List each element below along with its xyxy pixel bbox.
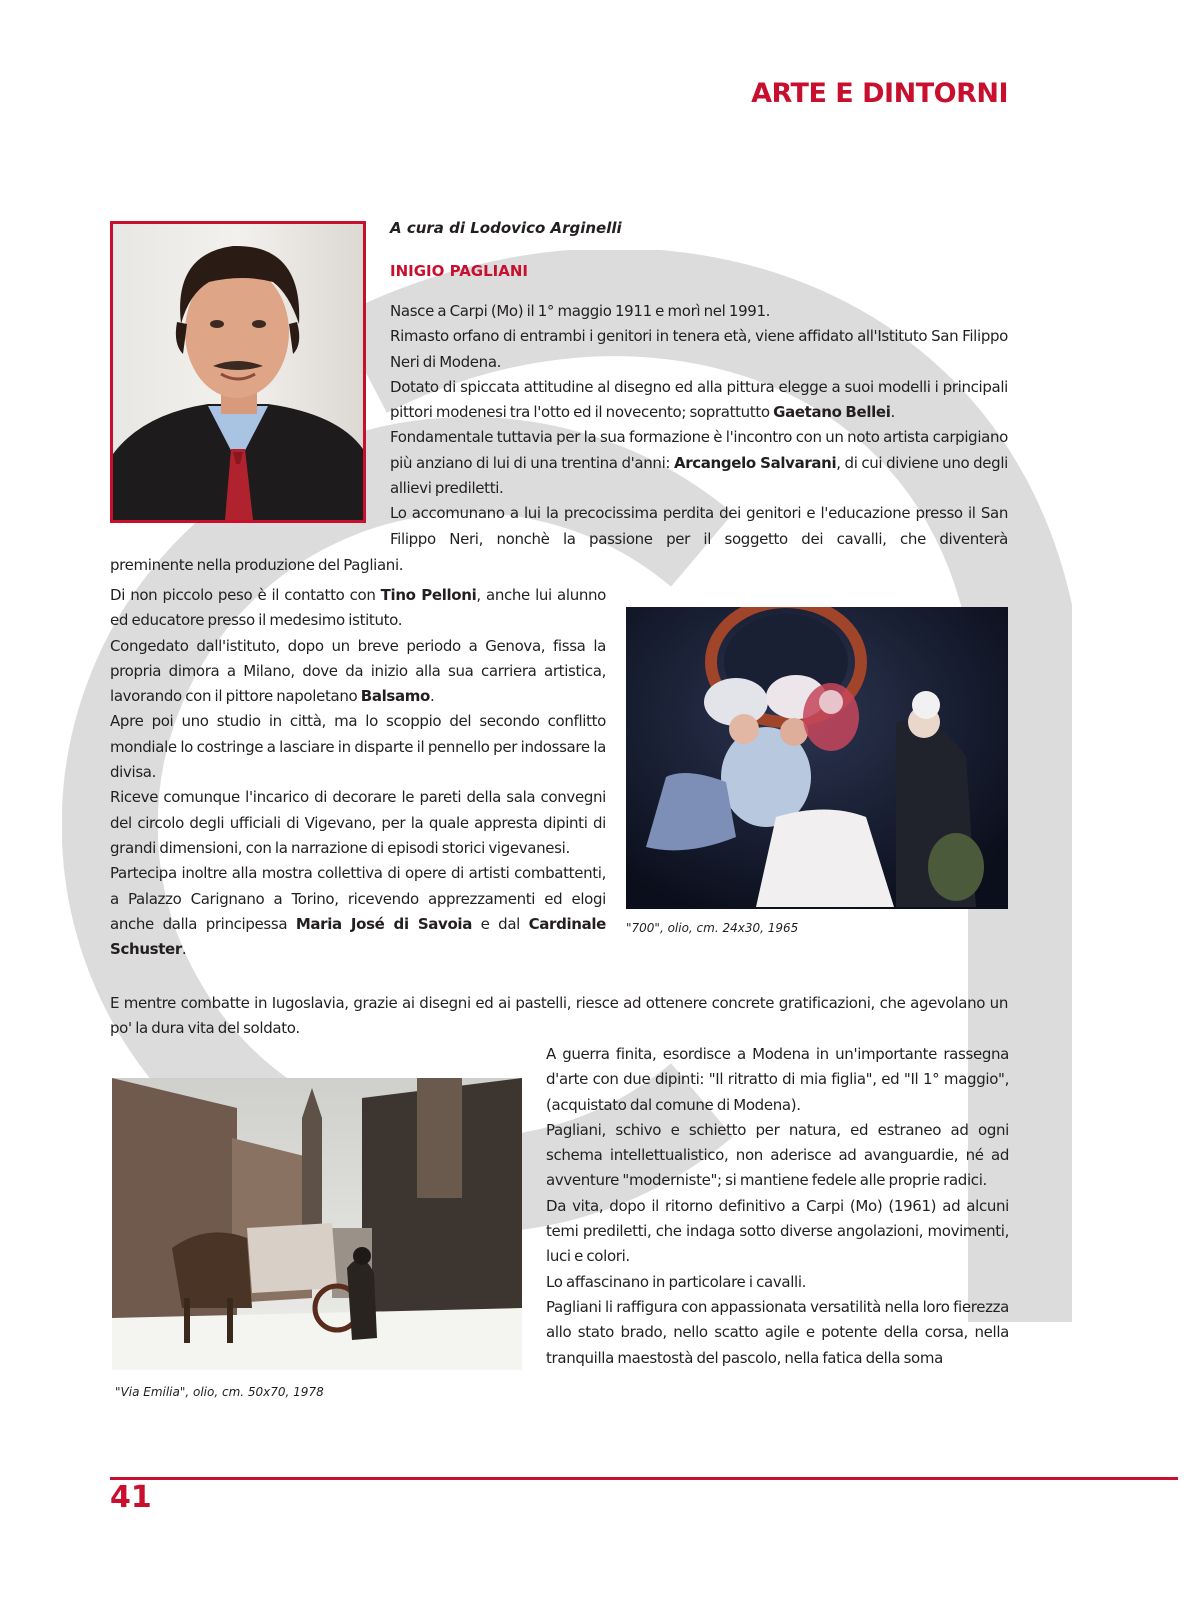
paragraph: Dotato di spiccata attitudine al disegno ed alla pittura elegge a suoi modelli i principali pittori modenesi tra l'otto ed il novecento; soprattutto Gaetano Bellei. xyxy=(390,377,1008,422)
paragraph: A guerra finita, esordisce a Modena in un'importante rassegna d'arte con due dipinti: "Il ritratto di mia figlia", ed "Il 1° maggio", (acquistato dal comune di Modena). xyxy=(546,1045,1009,1114)
footer-divider xyxy=(110,1477,1178,1480)
paragraph: Pagliani, schivo e schietto per natura, ed estraneo ad ogni schema intellettualistico, non aderisce ad avanguardie, né ad avventure "moderniste"; si mantiene fedele alle proprie radici. xyxy=(546,1120,1009,1190)
paragraph: Lo accomunano a lui la precocissima perdita dei genitori e l'educazione presso il San Filippo Neri, nonchè la passione per il soggetto dei cavalli, che diventerà xyxy=(390,504,1008,548)
painting-via-emilia-caption: "Via Emilia", olio, cm. 50x70, 1978 xyxy=(115,1385,324,1399)
paragraph: Apre poi uno studio in città, ma lo scoppio del secondo conflitto mondiale lo costringe a lasciare in disparte il pennello per indossare la divisa. xyxy=(110,712,606,782)
paragraph: Congedato dall'istituto, dopo un breve periodo a Genova, fissa la propria dimora a Milano, dove da inizio alla sua carriera artistica, lavorando con il pittore napoletano Balsamo. xyxy=(110,636,606,706)
paragraph: Di non piccolo peso è il contatto con Tino Pelloni, anche lui alunno ed educatore presso il medesimo istituto. xyxy=(110,586,607,630)
section-title: ARTE E DINTORNI xyxy=(751,78,1008,109)
paragraph: Nasce a Carpi (Mo) il 1° maggio 1911 e morì nel 1991. xyxy=(390,302,771,320)
page-number: 41 xyxy=(110,1480,152,1515)
painting-700-caption: "700", olio, cm. 24x30, 1965 xyxy=(626,921,799,935)
paragraph: preminente nella produzione del Pagliani. xyxy=(110,556,404,574)
paragraph: E mentre combatte in Iugoslavia, grazie ai disegni ed ai pastelli, riesce ad ottenere concrete gratificazioni, che agevolano un po' la dura vita del soldato. xyxy=(110,994,1008,1038)
article-byline: A cura di Lodovico Arginelli xyxy=(390,219,622,237)
paragraph: Pagliani li raffigura con appassionata versatilità nella loro fierezza allo stato brado, nello scatto agile e potente della corsa, nella tranquilla maestostà del pascolo, nella fatica della soma xyxy=(546,1297,1009,1367)
artist-name-heading: INIGIO PAGLIANI xyxy=(390,262,529,280)
painting-via-emilia-image xyxy=(112,1078,522,1370)
paragraph: Riceve comunque l'incarico di decorare le pareti della sala convegni del circolo degli ufficiali di Vigevano, per la quale appresta dipinti di grandi dimensioni, con la narrazione di episodi storici vigevanesi. xyxy=(110,788,606,857)
paragraph: Partecipa inoltre alla mostra collettiva di opere di artisti combattenti, a Palazzo Carignano a Torino, ricevendo apprezzamenti ed elogi anche dalla principessa Maria José di Savoia e dal Cardinale Schuster. xyxy=(110,864,606,959)
paragraph: Rimasto orfano di entrambi i genitori in tenera età, viene affidato all'Istituto San Filippo Neri di Modena. xyxy=(390,327,1008,371)
article-text-block-3 xyxy=(110,991,1008,1042)
article-text-block-1 xyxy=(390,299,1008,552)
painting-700-image xyxy=(626,607,1008,909)
article-text-block-4 xyxy=(546,1042,1009,1371)
author-portrait xyxy=(110,221,366,523)
paragraph: Fondamentale tuttavia per la sua formazione è l'incontro con un noto artista carpigiano più anziano di lui di una trentina d'anni: Arcangelo Salvarani, di cui diviene uno degli allievi prediletti. xyxy=(390,428,1008,498)
article-text-block-2 xyxy=(110,583,606,962)
paragraph: Lo affascinano in particolare i cavalli. xyxy=(546,1272,807,1291)
article-text-continuation xyxy=(110,553,1008,578)
paragraph: Da vita, dopo il ritorno definitivo a Carpi (Mo) (1961) ad alcuni temi prediletti, che indaga sotto diverse angolazioni, movimenti, luci e colori. xyxy=(546,1196,1009,1266)
